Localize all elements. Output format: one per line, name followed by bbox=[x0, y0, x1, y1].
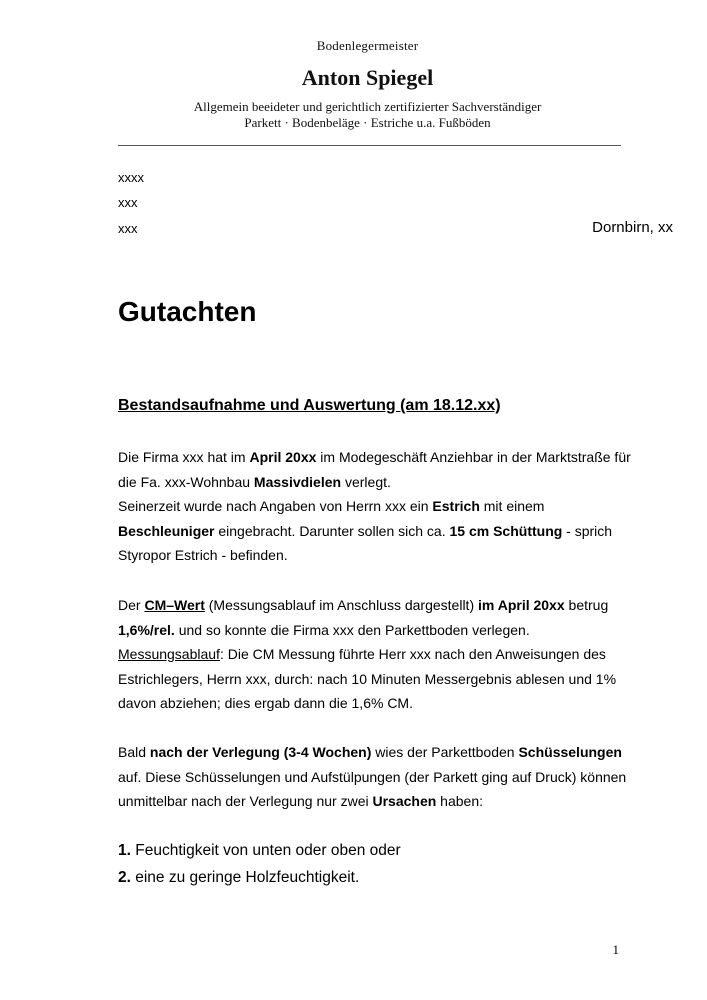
letterhead-specialties: Parkett · Bodenbeläge · Estriche u.a. Fußböden bbox=[244, 115, 491, 130]
letterhead-divider bbox=[118, 145, 621, 146]
letterhead bbox=[0, 38, 707, 131]
paragraph-damage: Bald nach der Verlegung (3-4 Wochen) wies der Parkettboden Schüsselungen auf. Diese Schüsselungen und Aufstülpungen (der Parkett ging auf Druck) können unmittelbar nach der Verlegung nur zwei Ursachen haben: bbox=[118, 744, 627, 809]
letterhead-name: Anton Spiegel bbox=[301, 65, 434, 90]
address-line-3: xxx bbox=[118, 221, 138, 236]
cause-item-1: 1. Feuchtigkeit von unten oder oben oder bbox=[118, 842, 401, 859]
place-date: Dornbirn, xx bbox=[592, 219, 673, 236]
address-line-1: xxxx bbox=[118, 170, 144, 185]
page-number: 1 bbox=[612, 942, 619, 957]
letterhead-qualification: Allgemein beeideter und gerichtlich zertifizierter Sachverständiger bbox=[193, 99, 542, 114]
cause-item-2: 2. eine zu geringe Holzfeuchtigkeit. bbox=[118, 869, 360, 886]
address-line-2: xxx bbox=[118, 195, 138, 210]
document-title: Gutachten bbox=[118, 296, 257, 327]
paragraph-cm-value: Der CM–Wert (Messungsablauf im Anschluss dargestellt) im April 20xx betrug 1,6%/rel. und so konnte die Firma xxx den Parkettboden verlegen. Messungsablauf: Die CM Messung führte Herr xxx nach den Anweisungen des Estrichlegers, Herrn xxx, durch: nach 10 Minuten Messergebnis ablesen und 1% davon abziehen; dies ergab dann die 1,6% CM. bbox=[118, 597, 617, 711]
section-heading: Bestandsaufnahme und Auswertung (am 18.12.xx) bbox=[118, 397, 501, 414]
letterhead-profession: Bodenlegermeister bbox=[316, 38, 419, 53]
paragraph-inventory: Die Firma xxx hat im April 20xx im Modegeschäft Anziehbar in der Marktstraße für die Fa. xxx-Wohnbau Massivdielen verlegt. Seinerzeit wurde nach Angaben von Herrn xxx ein Estrich mit einem Beschleuniger eingebracht. Darunter sollen sich ca. 15 cm Schüttung - sprich Styropor Estrich - befinden. bbox=[118, 449, 631, 563]
